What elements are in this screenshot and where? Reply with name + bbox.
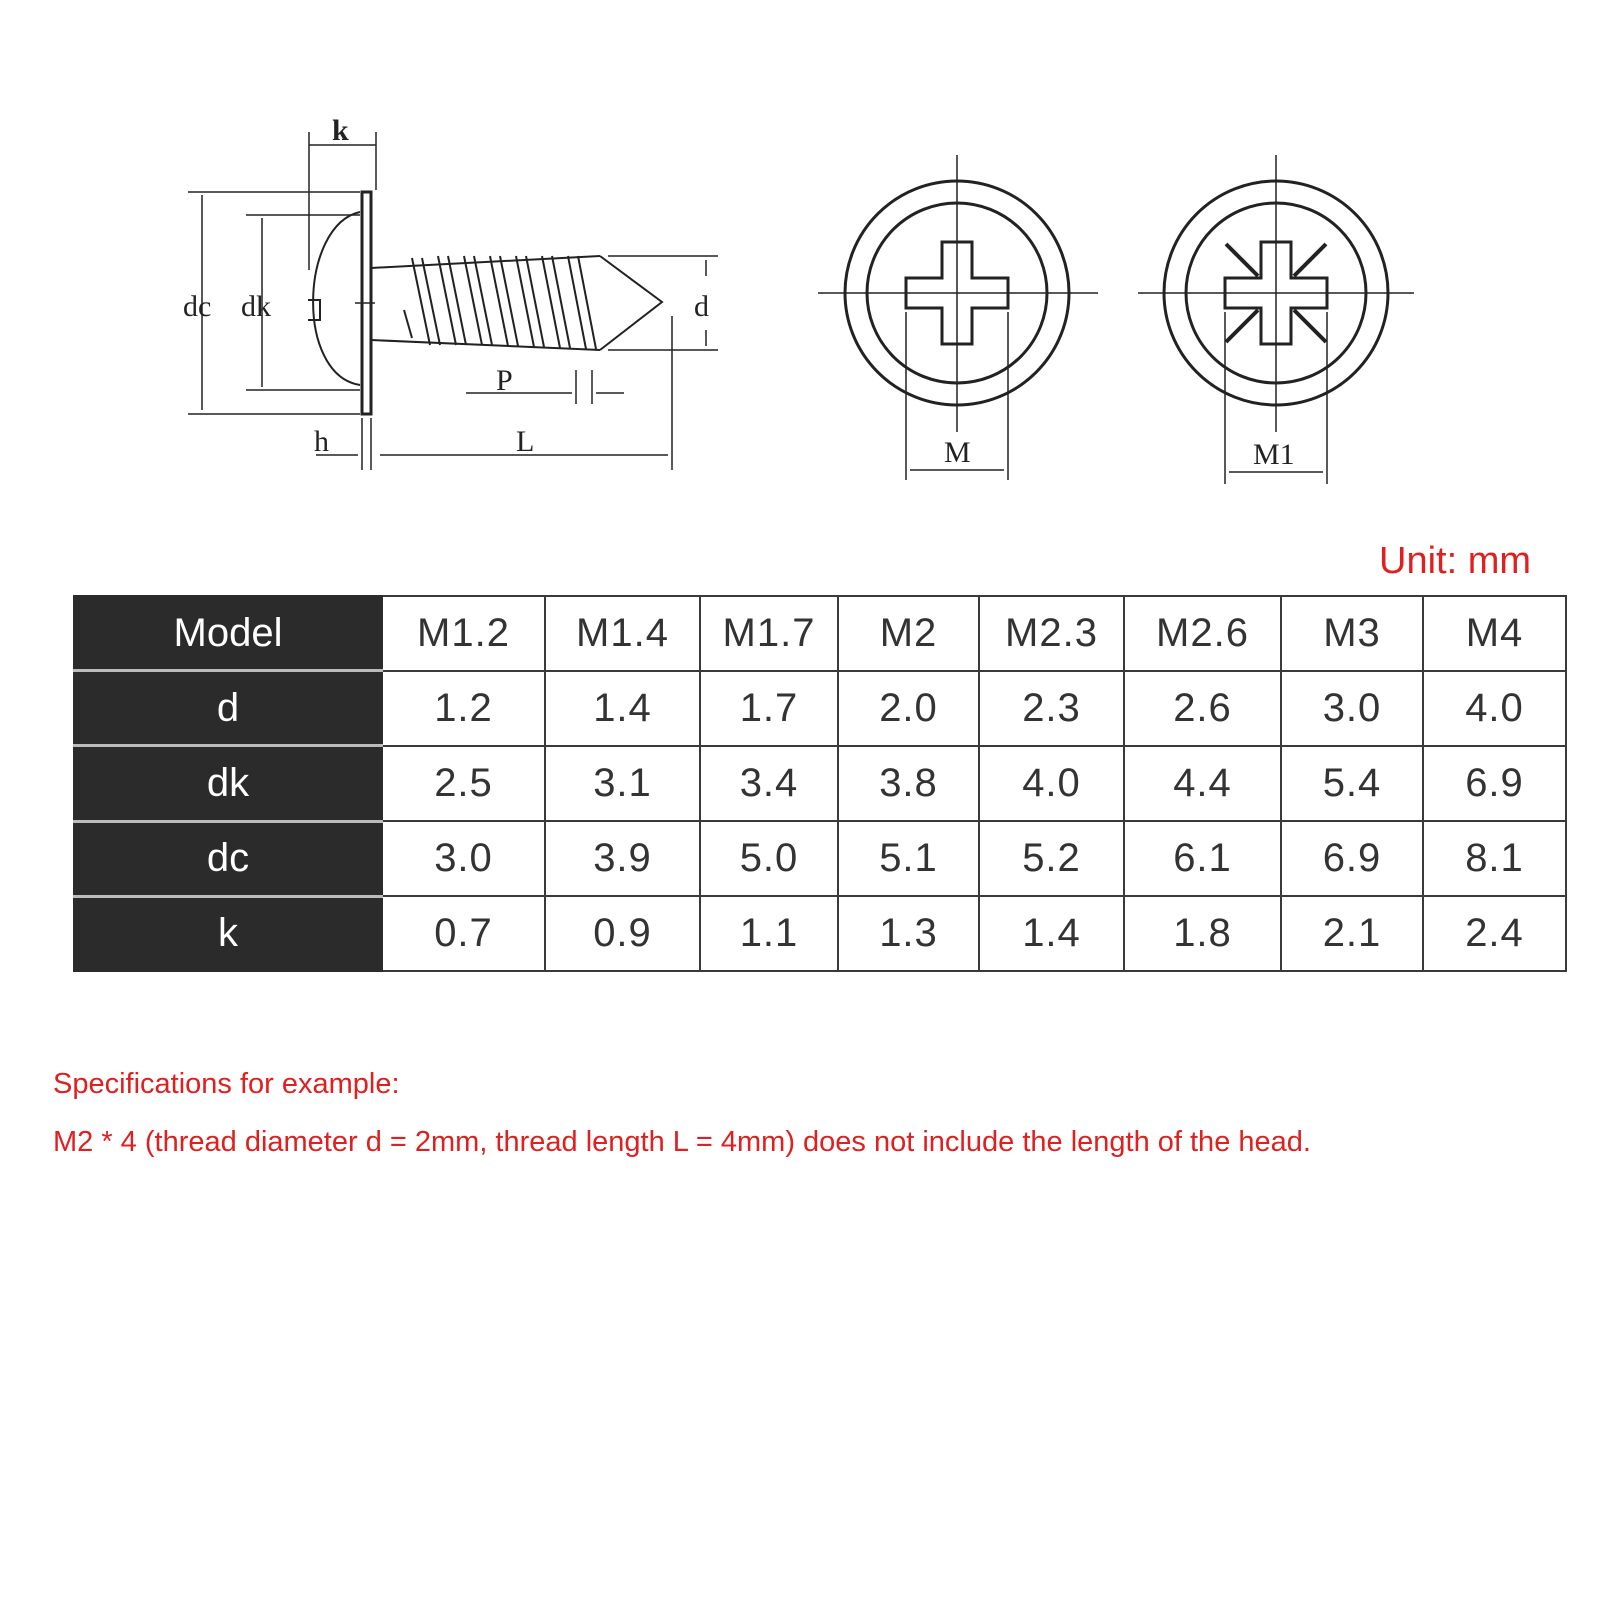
value-cell: 0.9 bbox=[545, 896, 700, 971]
value-cell: 6.1 bbox=[1124, 821, 1281, 896]
table-row-d bbox=[74, 671, 1566, 746]
label-k: k bbox=[332, 114, 349, 147]
value-cell: 1.1 bbox=[700, 896, 838, 971]
value-cell: 1.7 bbox=[700, 671, 838, 746]
model-cell: M1.7 bbox=[700, 596, 838, 671]
spec-example-text: M2 * 4 (thread diameter d = 2mm, thread length L = 4mm) does not include the length of the head. bbox=[53, 1126, 1311, 1158]
screw-dimension-diagram bbox=[0, 0, 1601, 520]
label-dk: dk bbox=[241, 290, 271, 323]
table-row-dc bbox=[74, 821, 1566, 896]
value-cell: 8.1 bbox=[1423, 821, 1566, 896]
label-p: P bbox=[496, 364, 513, 397]
value-cell: 4.0 bbox=[1423, 671, 1566, 746]
table-row-k bbox=[74, 896, 1566, 971]
screw-tip bbox=[600, 256, 662, 350]
model-cell: M1.2 bbox=[382, 596, 545, 671]
value-cell: 2.5 bbox=[382, 746, 545, 821]
screw-head-dome bbox=[313, 212, 360, 385]
value-cell: 6.9 bbox=[1281, 821, 1423, 896]
value-cell: 5.1 bbox=[838, 821, 979, 896]
label-l: L bbox=[516, 425, 535, 458]
label-dc: dc bbox=[183, 290, 212, 323]
value-cell: 6.9 bbox=[1423, 746, 1566, 821]
model-cell: M3 bbox=[1281, 596, 1423, 671]
row-header-d: d bbox=[74, 671, 382, 746]
pozidriv-head-view bbox=[1138, 155, 1414, 484]
value-cell: 2.3 bbox=[979, 671, 1124, 746]
value-cell: 1.2 bbox=[382, 671, 545, 746]
model-cell: M1.4 bbox=[545, 596, 700, 671]
value-cell: 2.0 bbox=[838, 671, 979, 746]
phillips-head-view bbox=[818, 155, 1098, 480]
model-cell: M2.6 bbox=[1124, 596, 1281, 671]
value-cell: 3.9 bbox=[545, 821, 700, 896]
value-cell: 2.4 bbox=[1423, 896, 1566, 971]
row-header-dc: dc bbox=[74, 821, 382, 896]
row-header-k: k bbox=[74, 896, 382, 971]
value-cell: 1.4 bbox=[979, 896, 1124, 971]
value-cell: 3.0 bbox=[1281, 671, 1423, 746]
value-cell: 5.0 bbox=[700, 821, 838, 896]
label-d: d bbox=[694, 290, 709, 323]
value-cell: 4.4 bbox=[1124, 746, 1281, 821]
row-header-model: Model bbox=[74, 596, 382, 671]
unit-label: Unit: mm bbox=[1379, 540, 1531, 582]
label-m: M bbox=[944, 436, 971, 469]
spec-example-title: Specifications for example: bbox=[53, 1068, 400, 1100]
value-cell: 2.6 bbox=[1124, 671, 1281, 746]
value-cell: 0.7 bbox=[382, 896, 545, 971]
value-cell: 1.8 bbox=[1124, 896, 1281, 971]
label-m1: M1 bbox=[1253, 438, 1295, 471]
screw-thread bbox=[404, 256, 596, 349]
value-cell: 3.8 bbox=[838, 746, 979, 821]
table-row-model bbox=[74, 596, 1566, 671]
model-cell: M2.3 bbox=[979, 596, 1124, 671]
model-cell: M4 bbox=[1423, 596, 1566, 671]
value-cell: 2.1 bbox=[1281, 896, 1423, 971]
value-cell: 5.4 bbox=[1281, 746, 1423, 821]
label-h: h bbox=[314, 425, 329, 458]
value-cell: 3.0 bbox=[382, 821, 545, 896]
value-cell: 3.1 bbox=[545, 746, 700, 821]
value-cell: 3.4 bbox=[700, 746, 838, 821]
spec-table bbox=[73, 595, 1567, 972]
value-cell: 1.4 bbox=[545, 671, 700, 746]
value-cell: 4.0 bbox=[979, 746, 1124, 821]
model-cell: M2 bbox=[838, 596, 979, 671]
row-header-dk: dk bbox=[74, 746, 382, 821]
table-row-dk bbox=[74, 746, 1566, 821]
value-cell: 1.3 bbox=[838, 896, 979, 971]
value-cell: 5.2 bbox=[979, 821, 1124, 896]
